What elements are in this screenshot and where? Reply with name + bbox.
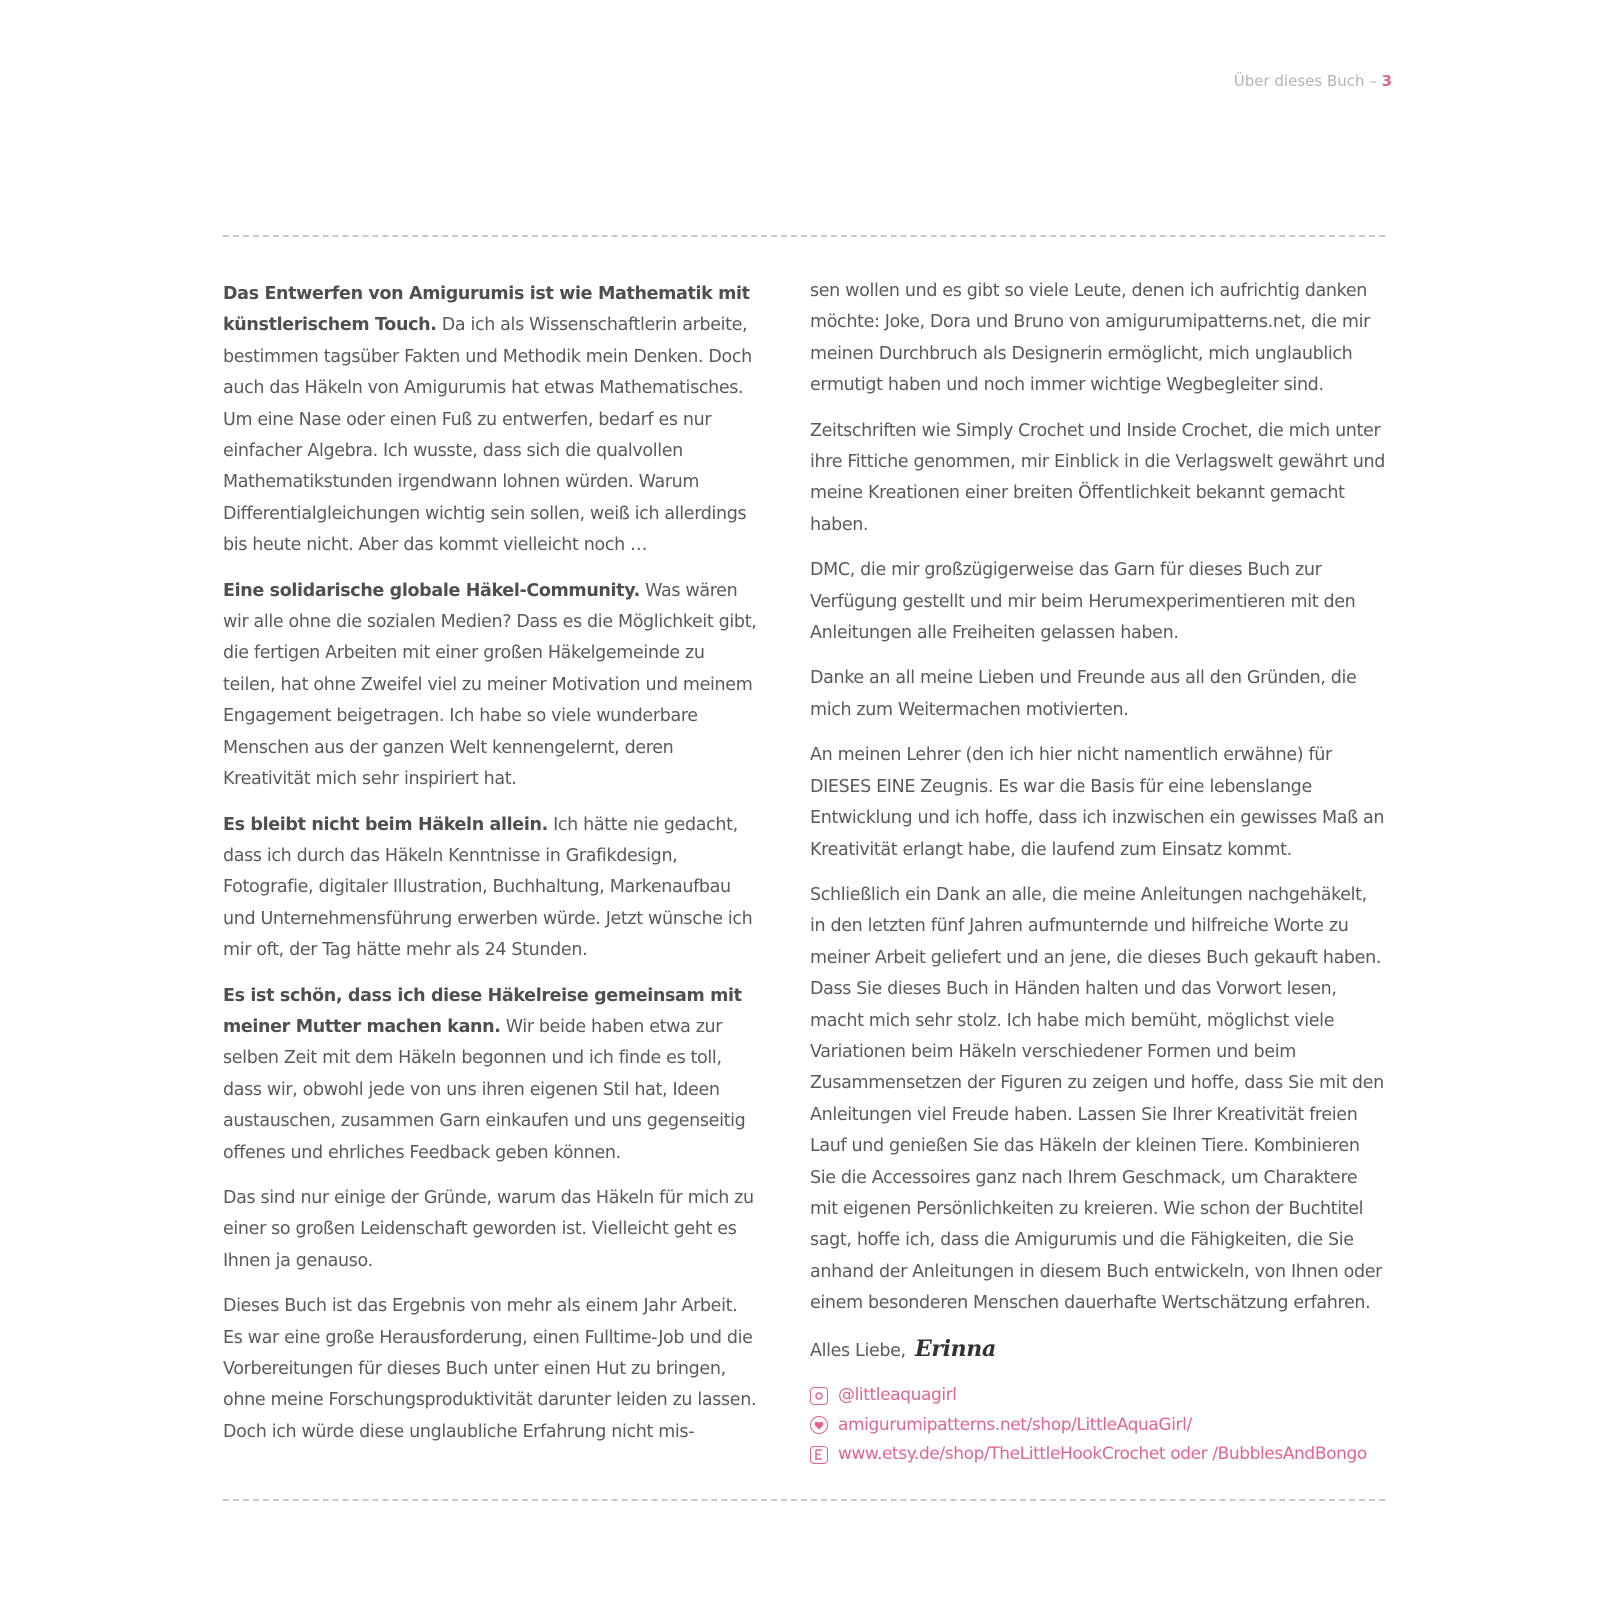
paragraph bbox=[223, 576, 757, 796]
paragraph bbox=[223, 981, 757, 1169]
top-dashed-rule bbox=[223, 235, 1385, 237]
paragraph-text: Ich hätte nie gedacht, dass ich durch das Häkeln Kenntnisse in Grafikdesign, Fotografie, digitaler Illustration, Buchhaltung, Markenaufbau und Unternehmensführung erwerben würde. Jetzt wünsche ich mir oft, der Tag hätte mehr als 24 Stunden. bbox=[223, 814, 753, 961]
paragraph-lead: Es ist schön, dass ich diese Häkelreise gemeinsam mit meiner Mutter machen kann. bbox=[223, 985, 742, 1037]
paragraph: DMC, die mir großzügigerweise das Garn für dieses Buch zur Verfügung gestellt und mir beim Herumexperimentieren mit den Anleitungen alle Freiheiten gelassen haben. bbox=[810, 560, 1356, 644]
paragraph-text: Was wären wir alle ohne die sozialen Medien? Dass es die Möglichkeit gibt, die fertigen Arbeiten mit einer großen Häkelgemeinde zu teilen, hat ohne Zweifel viel zu meiner Motivation und meinem Engagement beigetragen. Ich habe so viele wunderbare Menschen aus der ganzen Welt kennengelernt, deren Kreativität mich sehr inspiriert hat. bbox=[223, 580, 757, 790]
paragraph-lead: Es bleibt nicht beim Häkeln allein. bbox=[223, 814, 548, 835]
signature: Erinna bbox=[914, 1335, 996, 1362]
paragraph: Zeitschriften wie Simply Crochet und Inside Crochet, die mich unter ihre Fittiche genommen, mir Einblick in die Verlagswelt gewährt und meine Kreationen einer breiten Öffentlichkeit bekannt gemacht haben. bbox=[810, 420, 1385, 535]
paragraph bbox=[223, 810, 757, 967]
paragraph-lead: Eine solidarische globale Häkel-Community. bbox=[223, 580, 640, 601]
instagram-handle: @littleaquagirl bbox=[838, 1385, 957, 1405]
paragraph-text: Wir beide haben etwa zur selben Zeit mit dem Häkeln begonnen und ich finde es toll, dass wir, obwohl jede von uns ihren eigenen Stil hat, Ideen austauschen, zusammen Garn einkaufen und uns gegenseitig offenes und ehrliches Feedback geben können. bbox=[223, 1016, 746, 1163]
closing-line bbox=[810, 1334, 1385, 1367]
instagram-link[interactable] bbox=[810, 1381, 1385, 1411]
paragraph bbox=[223, 279, 757, 562]
header-section-title: Über dieses Buch – bbox=[1233, 72, 1377, 90]
bottom-dashed-rule bbox=[223, 1499, 1385, 1501]
paragraph-text: Da ich als Wissenschaftlerin arbeite, bestimmen tagsüber Fakten und Methodik mein Denken. Doch auch das Häkeln von Amigurumis hat etwas Mathematisches. Um eine Nase oder einen Fuß zu entwerfen, bedarf es nur einfacher Algebra. Ich wusste, dass sich die qualvollen Mathematikstunden irgendwann lohnen würden. Warum Differentialgleichungen wichtig sein sollen, weiß ich allerdings bis heute nicht. Aber das kommt vielleicht noch … bbox=[223, 315, 752, 556]
social-links bbox=[810, 1381, 1385, 1470]
paragraph: sen wollen und es gibt so viele Leute, denen ich aufrichtig danken möchte: Joke, Dora und Bruno von amigurumipatterns.net, die mir meinen Durchbruch als Designerin ermöglicht, mich unglaublich ermutigt haben und noch immer wichtige Wegbegleiter sind. bbox=[810, 281, 1370, 396]
paragraph: An meinen Lehrer (den ich hier nicht namentlich erwähne) für DIESES EINE Zeugnis. Es war die Basis für eine lebenslange Entwicklung und ich hoffe, dass ich inzwischen ein gewisses Maß an Kreativität erlangt habe, die laufend zum Einsatz kommt. bbox=[810, 745, 1385, 860]
paragraph: Dieses Buch ist das Ergebnis von mehr als einem Jahr Arbeit. Es war eine große Herausforderung, einen Fulltime-Job und die Vorbereitungen für dieses Buch unter einen Hut zu bringen, ohne meine Forschungsproduktivität darunter leiden zu lassen. Doch ich würde diese unglaubliche Erfahrung nicht mis- bbox=[223, 1296, 757, 1442]
paragraph: Das sind nur einige der Gründe, warum das Häkeln für mich zu einer so großen Leidenschaft geworden ist. Vielleicht geht es Ihnen ja genauso. bbox=[223, 1187, 754, 1271]
page-number: 3 bbox=[1381, 72, 1392, 90]
amigurumipatterns-link[interactable] bbox=[810, 1411, 1385, 1441]
left-column bbox=[223, 279, 757, 1462]
etsy-url: www.etsy.de/shop/TheLittleHookCrochet oder /BubblesAndBongo bbox=[838, 1444, 1367, 1464]
right-column bbox=[810, 276, 1385, 1470]
etsy-link[interactable] bbox=[810, 1440, 1385, 1470]
etsy-icon bbox=[810, 1446, 828, 1464]
closing-text: Alles Liebe, bbox=[810, 1340, 906, 1361]
paragraph: Danke an all meine Lieben und Freunde aus all den Gründen, die mich zum Weitermachen motivierten. bbox=[810, 668, 1357, 720]
instagram-icon bbox=[810, 1387, 828, 1405]
paragraph: Schließlich ein Dank an alle, die meine Anleitungen nachgehäkelt, in den letzten fünf Jahren aufmunternde und hilfreiche Worte zu meiner Arbeit geliefert und an jene, die dieses Buch gekauft haben. Dass Sie dieses Buch in Händen halten und das Vorwort lesen, macht mich sehr stolz. Ich habe mich bemüht, möglichst viele Variationen beim Häkeln verschiedener Formen und beim Zusammensetzen der Figuren zu zeigen und hoffe, dass Sie mit den Anleitungen viel Freude haben. Lassen Sie Ihrer Kreativität freien Lauf und genießen Sie das Häkeln der kleinen Tiere. Kombinieren Sie die Accessoires ganz nach Ihrem Geschmack, um Charaktere mit eigenen Persönlichkeiten zu kreieren. Wie schon der Buchtitel sagt, hoffe ich, dass die Amigurumis und die Fähigkeiten, die Sie anhand der Anleitungen in diesem Buch entwickeln, von Ihnen oder einem besonderen Menschen dauerhafte Wertschätzung erfahren. bbox=[810, 884, 1384, 1314]
heart-icon bbox=[810, 1416, 828, 1434]
paragraph-lead: Das Entwerfen von Amigurumis ist wie Mathematik mit künstlerischem Touch. bbox=[223, 284, 750, 336]
running-header bbox=[1234, 72, 1392, 90]
amigurumipatterns-url: amigurumipatterns.net/shop/LittleAquaGirl/ bbox=[838, 1414, 1192, 1435]
